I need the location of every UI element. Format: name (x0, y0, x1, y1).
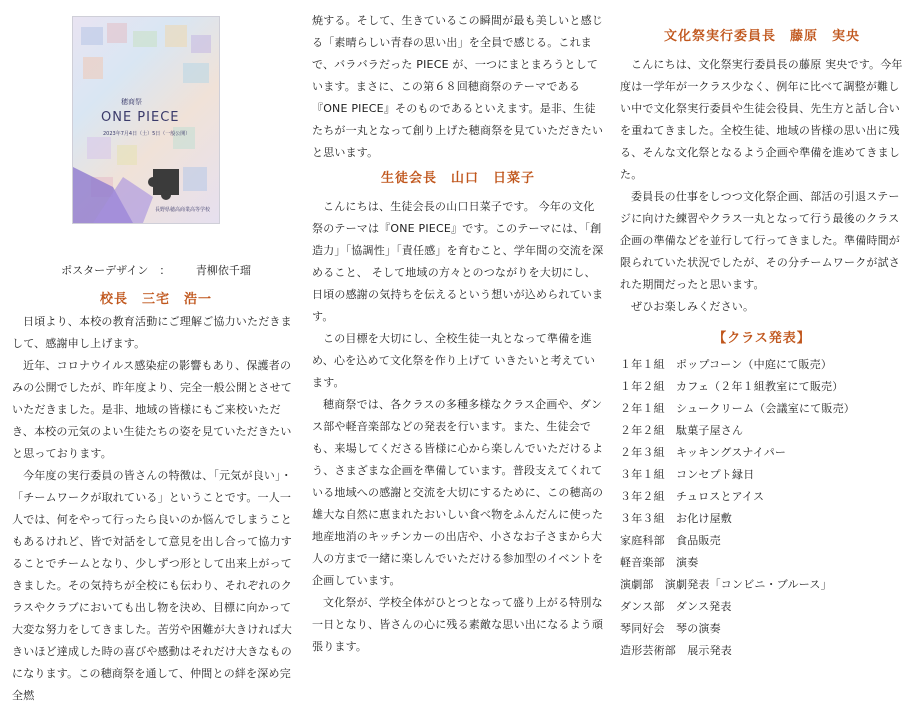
student-president-paragraph: 穂商祭では、各クラスの多種多様なクラス企画や、ダンス部や軽音楽部などの発表を行います。また、生徒会でも、来場してくださる皆様に心から楽しんでいただけるよう、さまざまな企画を準備しています。普段支えてくれている地域への感謝と交流を大切にするために、この穂高の雄大な自然に恵まれたおいしい食べ物をふんだんに使った地産地消のキッチンカーの出店や、小さなお子さまから大人の方まで一緒に楽しんでいただける参加型のイベントを企画しています。 (312, 398, 604, 587)
list-item: 軽音楽部 演奏 (620, 556, 699, 569)
principal-heading: 校長 三宅 浩一 (99, 292, 212, 307)
list-item: 造形芸術部 展示発表 (620, 644, 732, 657)
festival-chair-heading: 文化祭実行委員長 藤原 実央 (663, 29, 860, 44)
principal-paragraph: 近年、コロナウイルス感染症の影響もあり、保護者のみの公開でしたが、昨年度より、完全一般公開とさせていただきました。是非、地域の皆様にもご来校いただき、本校の元気のよい生徒たちの姿を見ていただきたいと思っております。 (12, 359, 292, 460)
principal-continuation: 焼する。そして、生きているこの瞬間が最も美しいと感じる「素晴らしい青春の思い出」を全員で感じる。これまで、バラバラだった PIECE が、一つにまとまろうとしています。まさに、この第６８回穂商祭のテーマである 『ONE PIECE』そのものであるといえます。是非、生徒たちが一丸となって創り上げた穂商祭を見ていただきたいと思います。 (312, 14, 604, 159)
list-item: 演劇部 演劇発表「コンビニ・ブルース」 (620, 578, 832, 591)
student-president-paragraph: 文化祭が、学校全体がひとつとなって盛り上がる特別な一日となり、皆さんの心に残る素敵な思い出になるよう頑張ります。 (312, 596, 604, 653)
list-item: １年２組 カフェ（２年１組教室にて販売） (620, 380, 844, 393)
student-president-paragraph: この目標を大切にし、全校生徒一丸となって準備を進め、心を込めて文化祭を作り上げて いきたいと考えています。 (312, 332, 596, 389)
list-item: １年１組 ポップコーン（中庭にて販売） (620, 358, 833, 371)
list-item: ダンス部 ダンス発表 (620, 600, 732, 613)
festival-chair-section (620, 26, 904, 662)
class-presentations-list (620, 354, 904, 662)
student-president-paragraph: こんにちは、生徒会長の山口日菜子です。 今年の文化祭のテーマは『ONE PIECE』です。このテーマには、「創造力」「協調性」「責任感」を育むこと、学年間の交流を深めること、 そして地域の方々とのつながりを大切にし、日頃の感謝の気持ちを伝えるという想いが込められています。 (312, 200, 604, 323)
list-item: ３年２組 チュロスとアイス (620, 490, 765, 503)
poster-school: 長野県穂高商業高等学校 (155, 207, 211, 213)
poster-subtitle: 穂商祭 (121, 98, 142, 106)
list-item: ３年３組 お化け屋敷 (620, 512, 732, 525)
class-presentations-heading: 【クラス発表】 (713, 331, 811, 346)
list-item: ２年１組 シュークリーム（会議室にて販売） (620, 402, 855, 415)
student-president-heading: 生徒会長 山口 日菜子 (380, 171, 535, 186)
list-item: ２年３組 キッキングスナイパー (620, 446, 787, 459)
principal-paragraph: 今年度の実行委員の皆さんの特徴は、「元気が良い」・「チームワークが取れている」ということです。一人一人では、何をやって行ったら良いのか悩んでしまうこともあるけれど、皆で対話をして意見を出し合って協力することでチームとなり、少しずつ形として出来上がってきました。その気持ちが全校にも伝わり、それぞれのクラスやクラブにおいても出し物を決め、目標に向かって大変な努力をしてきました。苦労や困難が大きければ大きいほど達成した時の喜びや感動はそれだけ大きなものになります。この穂商祭を通して、仲間との絆を深め完全燃 (12, 469, 292, 702)
poster-caption (12, 262, 300, 278)
principal-paragraph: 日頃より、本校の教育活動にご理解ご協力いただきまして、感謝申し上げます。 (12, 315, 292, 350)
festival-chair-paragraph: ぜひお楽しみください。 (631, 300, 755, 313)
list-item: 琴同好会 琴の演奏 (620, 622, 721, 635)
poster-credit-label: ポスターデザイン ： (61, 264, 171, 277)
list-item: ２年２組 駄菓子屋さん (620, 424, 744, 437)
poster-credit-name: 青柳依千瑠 (195, 264, 251, 277)
principal-section (12, 289, 300, 707)
poster-title: ONE PIECE (101, 110, 180, 125)
poster-date: 2023年7月4日（土）5日（一般公開） (103, 131, 191, 137)
festival-chair-paragraph: こんにちは、文化祭実行委員長の藤原 実央です。今年度は一学年が一クラス少なく、例年に比べて調整が難しい中で文化祭実行委員や生徒会役員、先生方と話し合いを重ねてきました。全校生徒、地域の皆様の思い出に残る、そんな文化祭となるよう企画や準備を進めてきました。 (620, 58, 903, 181)
list-item: ３年１組 コンセプト縁日 (620, 468, 755, 481)
middle-column (312, 10, 604, 658)
list-item: 家庭科部 食品販売 (620, 534, 721, 547)
poster-image (72, 16, 220, 224)
festival-chair-paragraph: 委員長の仕事をしつつ文化祭企画、部活の引退ステージに向けた練習やクラス一丸となって行う最後のクラス企画の準備などを並行して行ってきました。準備時間が限られていた状況でしたが、その分チームワークが試された期間だったと思います。 (620, 190, 900, 291)
